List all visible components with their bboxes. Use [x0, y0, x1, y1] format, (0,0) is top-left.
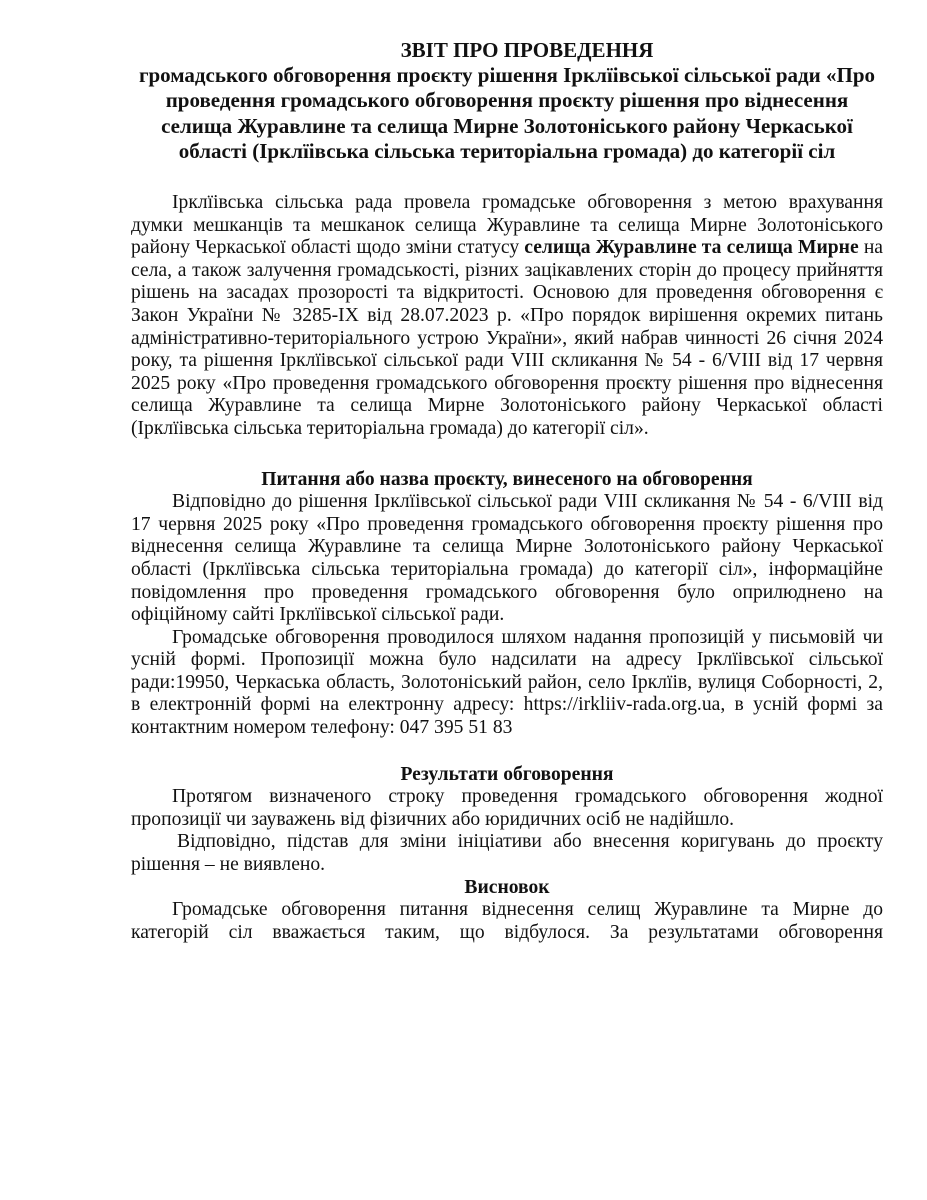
- section-heading-results: Результати обговорення: [400, 763, 614, 785]
- project-paragraph-2: Громадське обговорення проводилося шляхом надання пропозицій у письмовій чи усній формі. Пропозиції можна було надсилати на адресу Ірклїівської сільської ради:19950, Черкаська область, Золотоніський район, село Ірклїів, вулиця Соборності, 2, в електронній формі на електронну адресу: https://irkliiv-rada.org.ua, в усній формі за контактним номером телефону: 047 395 51 83: [131, 626, 883, 739]
- document-title: [131, 38, 883, 164]
- intro-paragraph: [131, 192, 883, 441]
- spacer: [131, 441, 883, 469]
- document-page: [131, 38, 883, 944]
- spacer: [131, 164, 883, 192]
- intro-text-1: Ірклїівська сільська рада провела громадське обговорення з метою врахування думки мешканців та мешканок селища Журавлине та селища Мирне Золотоніського району Черкаської області щодо зміни статусу: [131, 192, 883, 259]
- conclusion-paragraph: Громадське обговорення питання віднесення селищ Журавлине та Мирне до категорій сіл вважається таким, що відбулося. За результатами обговорення: [131, 899, 883, 943]
- title-subject: громадського обговорення проєкту рішення Ірклїівської сільської ради «Про проведення громадського обговорення проєкту рішення про віднесення селища Журавлине та селища Мирне Золотоніського району Черкаської області (Ірклїівська сільська територіальна громада) до категорії сіл: [138, 63, 876, 163]
- results-paragraph-1: Протягом визначеного строку проведення громадського обговорення жодної пропозиції чи зауважень від фізичних або юридичних осіб не надійшло.: [131, 786, 883, 830]
- intro-bold-text: селища Журавлине та селища Мирне: [524, 237, 859, 259]
- project-paragraph-1: Відповідно до рішення Ірклїівської сільської ради VIII скликання № 54 - 6/VIII від 17 червня 2025 року «Про проведення громадського обговорення проєкту рішення про віднесення селища Журавлине та селища Мирне Золотоніського району Черкаської області (Ірклїівська сільська територіальна громада) до категорії сіл», інформаційне повідомлення про проведення громадського обговорення було оприлюднено на офіційному сайті Ірклїівської сільської ради.: [131, 491, 883, 626]
- title-line-1: ЗВІТ ПРО ПРОВЕДЕННЯ: [400, 38, 654, 62]
- section-heading-project: Питання або назва проєкту, винесеного на обговорення: [261, 468, 753, 490]
- intro-text-2: на села, а також залучення громадськості, різних зацікавлених сторін до процесу прийняття рішень на засадах прозорості та відкритості. Основою для проведення обговорення є Закон України № 3285-IX від 28.07.2023 р. «Про порядок вирішення окремих питань адміністративно-територіального устрою України», який набрав чинності 26 січня 2024 року, та рішення Ірклїівської сільської ради VIII скликання № 54 - 6/VIII від 17 червня 2025 року «Про проведення громадського обговорення проєкту рішення про віднесення селища Журавлине та селища Мирне Золотоніського району Черкаської області (Ірклїівська сільська територіальна громада) до категорії сіл».: [131, 237, 883, 439]
- spacer: [131, 740, 883, 764]
- results-paragraph-2: Відповідно, підстав для зміни ініціативи або внесення коригувань до проєкту рішення – не виявлено.: [131, 831, 883, 876]
- section-heading-conclusion: Висновок: [464, 876, 550, 898]
